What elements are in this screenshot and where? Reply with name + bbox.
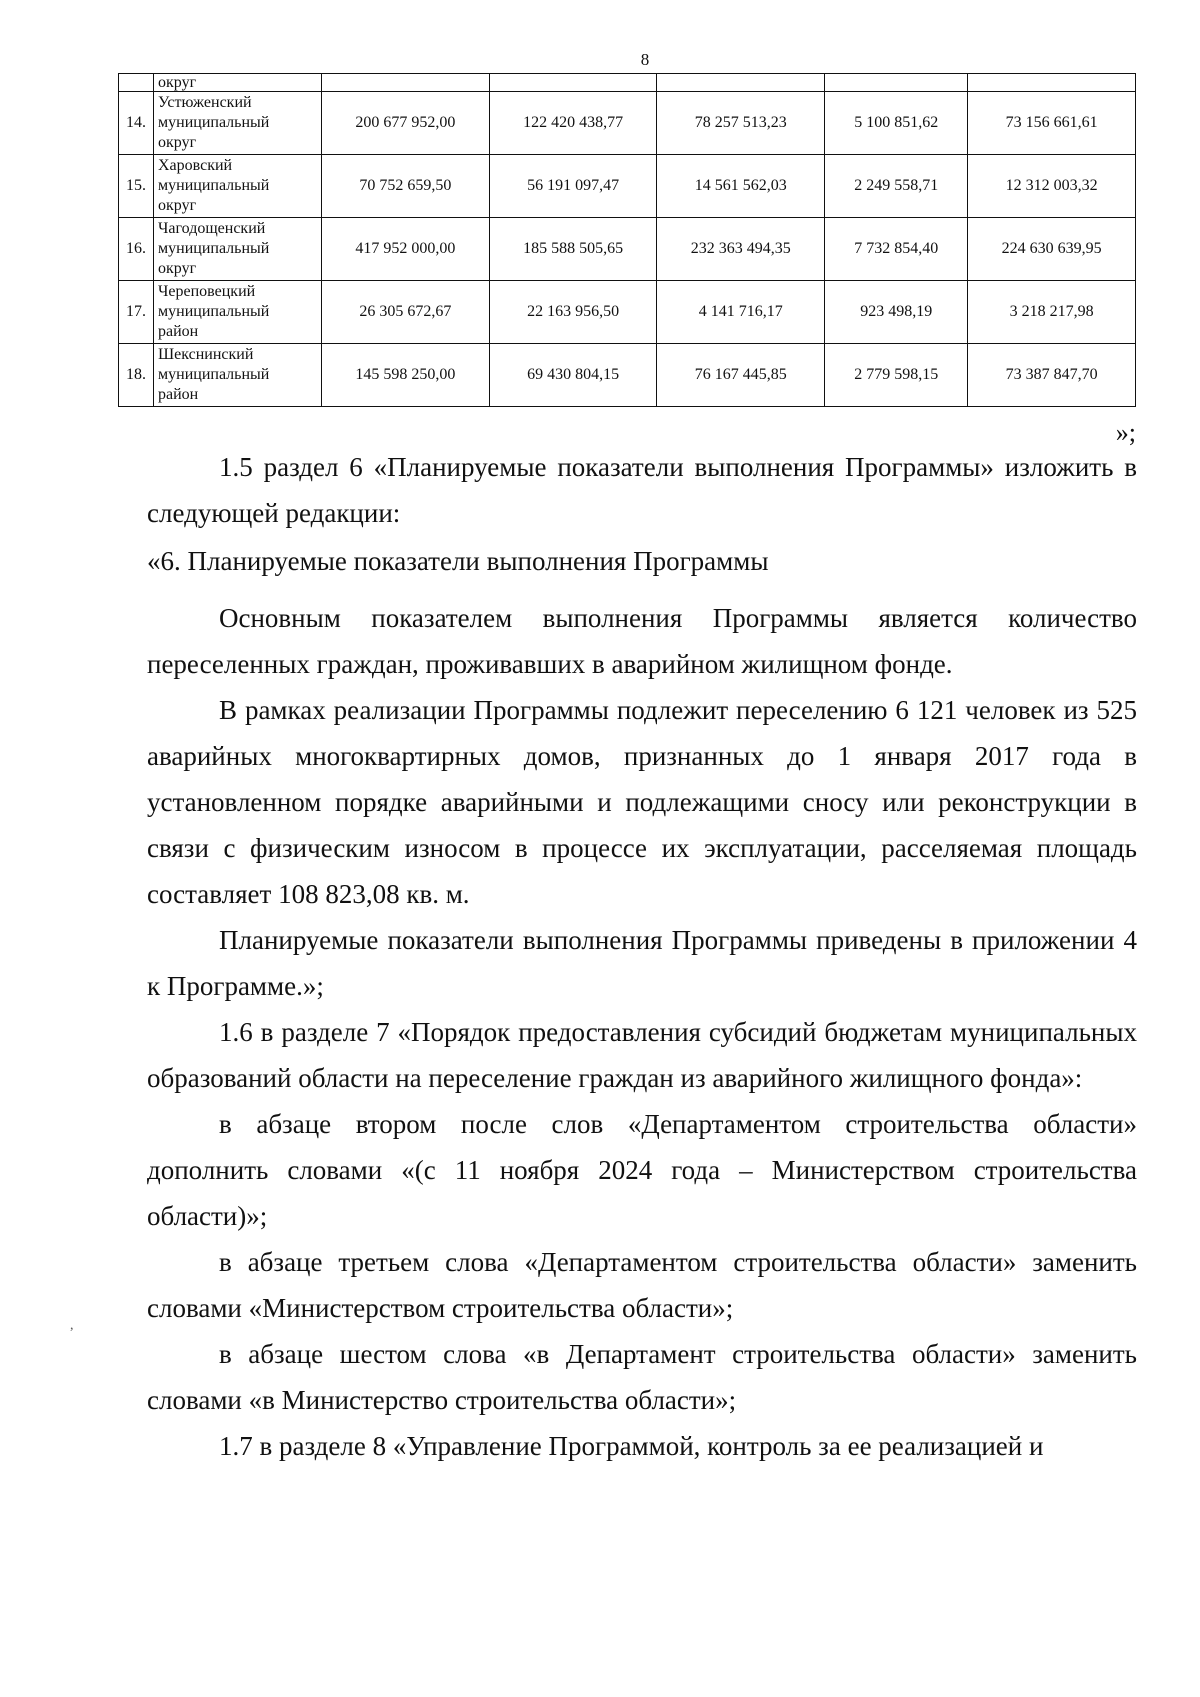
amount-cell: 5 100 851,62 — [825, 92, 968, 155]
row-number: 14. — [119, 92, 154, 155]
amount-cell: 200 677 952,00 — [322, 92, 490, 155]
amount-cell: 224 630 639,95 — [968, 218, 1136, 281]
municipality-name: Устюженский муниципальный округ — [154, 92, 322, 155]
amount-cell: 69 430 804,15 — [489, 344, 657, 407]
amount-cell: 122 420 438,77 — [489, 92, 657, 155]
funding-table — [118, 73, 1136, 407]
amount-cell: 70 752 659,50 — [322, 155, 490, 218]
amount-cell: 2 779 598,15 — [825, 344, 968, 407]
section-6-heading: «6. Планируемые показатели выполнения Программы — [147, 546, 769, 576]
amount-cell — [489, 74, 657, 92]
paragraph-1-6: 1.6 в разделе 7 «Порядок предоставления субсидий бюджетам муниципальных образований области на переселение граждан из аварийного жилищного фонда»: — [147, 1017, 1137, 1093]
amount-cell: 145 598 250,00 — [322, 344, 490, 407]
amount-cell: 78 257 513,23 — [657, 92, 825, 155]
amount-cell — [825, 74, 968, 92]
amendment-text — [147, 444, 1137, 1469]
amount-cell: 76 167 445,85 — [657, 344, 825, 407]
amount-cell: 2 249 558,71 — [825, 155, 968, 218]
paragraph-1-7: 1.7 в разделе 8 «Управление Программой, контроль за ее реализацией и — [219, 1431, 1044, 1461]
row-number: 17. — [119, 281, 154, 344]
paragraph-resettlement-scope: В рамках реализации Программы подлежит переселению 6 121 человек из 525 аварийных многоквартирных домов, признанных до 1 января 2017 года в установленном порядке аварийными и подлежащими сносу или реконструкции в связи с физическим износом в процессе их эксплуатации, расселяемая площадь составляет 108 823,08 кв. м. — [147, 695, 1137, 909]
municipality-name: Чагодощенский муниципальный округ — [154, 218, 322, 281]
amount-cell: 3 218 217,98 — [968, 281, 1136, 344]
paragraph-annex-reference: Планируемые показатели выполнения Программы приведены в приложении 4 к Программе.»; — [147, 925, 1137, 1001]
row-number: 16. — [119, 218, 154, 281]
municipality-name: Шекснинский муниципальный район — [154, 344, 322, 407]
amount-cell: 56 191 097,47 — [489, 155, 657, 218]
table-row — [119, 92, 1136, 155]
row-number: 15. — [119, 155, 154, 218]
amount-cell: 22 163 956,50 — [489, 281, 657, 344]
amount-cell: 7 732 854,40 — [825, 218, 968, 281]
amount-cell: 73 156 661,61 — [968, 92, 1136, 155]
table-row — [119, 155, 1136, 218]
table-row — [119, 344, 1136, 407]
amount-cell: 73 387 847,70 — [968, 344, 1136, 407]
amount-cell: 185 588 505,65 — [489, 218, 657, 281]
table-quote-end: »; — [1115, 418, 1136, 447]
amount-cell — [322, 74, 490, 92]
row-number — [119, 74, 154, 92]
paragraph-third-abzac: в абзаце третьем слова «Департаментом строительства области» заменить словами «Министерством строительства области»; — [147, 1247, 1137, 1323]
amount-cell: 26 305 672,67 — [322, 281, 490, 344]
page-number: 8 — [640, 50, 650, 69]
scan-mark: , — [70, 1318, 74, 1333]
amount-cell: 417 952 000,00 — [322, 218, 490, 281]
paragraph-second-abzac: в абзаце втором после слов «Департаментом строительства области» дополнить словами «(с 11 ноября 2024 года – Министерством строительства области)»; — [147, 1109, 1137, 1231]
paragraph-1-5: 1.5 раздел 6 «Планируемые показатели выполнения Программы» изложить в следующей редакции: — [147, 452, 1137, 528]
amount-cell — [968, 74, 1136, 92]
table-row — [119, 218, 1136, 281]
paragraph-sixth-abzac: в абзаце шестом слова «в Департамент строительства области» заменить словами «в Министерство строительства области»; — [147, 1339, 1137, 1415]
municipality-name: Харовский муниципальный округ — [154, 155, 322, 218]
amount-cell: 12 312 003,32 — [968, 155, 1136, 218]
municipality-name: Череповецкий муниципальный район — [154, 281, 322, 344]
amount-cell: 4 141 716,17 — [657, 281, 825, 344]
amount-cell: 14 561 562,03 — [657, 155, 825, 218]
row-number: 18. — [119, 344, 154, 407]
table-row — [119, 281, 1136, 344]
amount-cell: 923 498,19 — [825, 281, 968, 344]
paragraph-main-indicator: Основным показателем выполнения Программы является количество переселенных граждан, проживавших в аварийном жилищном фонде. — [147, 603, 1137, 679]
amount-cell — [657, 74, 825, 92]
table-row — [119, 74, 1136, 92]
amount-cell: 232 363 494,35 — [657, 218, 825, 281]
municipality-name: округ — [154, 74, 322, 92]
